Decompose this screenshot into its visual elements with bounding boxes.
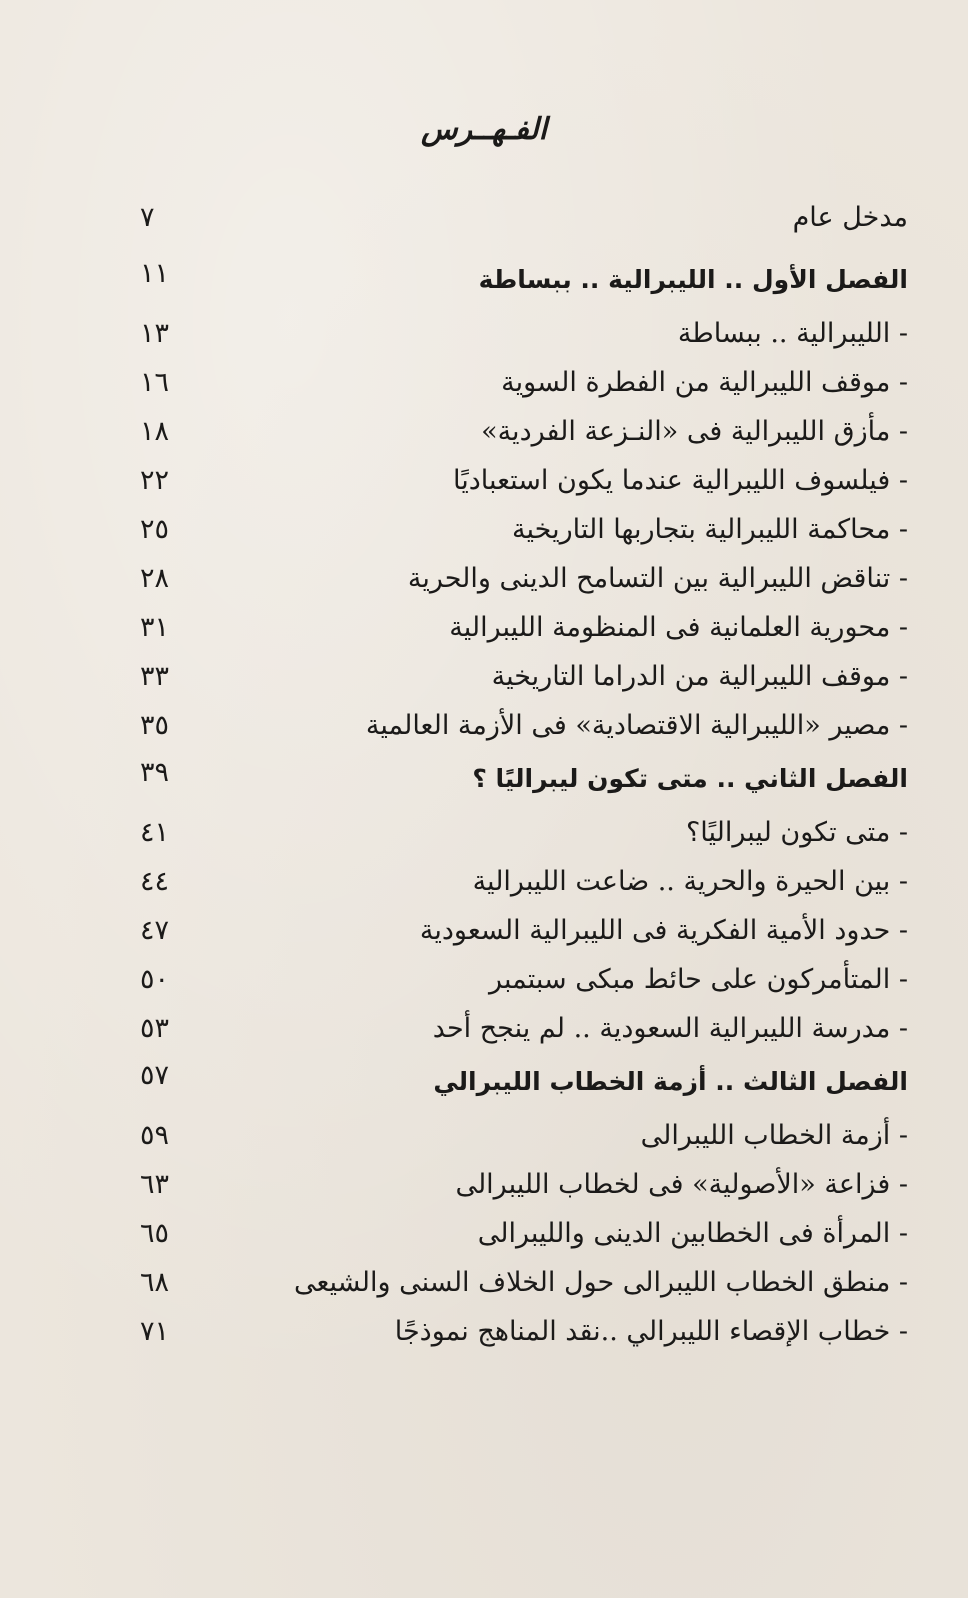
toc-entry-text: - أزمة الخطاب الليبرالى	[640, 1120, 908, 1151]
toc-page-number: ١٣	[140, 318, 170, 349]
toc-entry-text: - فزاعة «الأصولية» فى لخطاب الليبرالى	[455, 1169, 908, 1200]
toc-chapter-row	[0, 753, 968, 811]
toc-page-number: ٢٨	[140, 563, 170, 594]
toc-page-number: ٤١	[140, 817, 170, 848]
toc-page-number: ٦٣	[140, 1169, 170, 1200]
page-title: الفـهــرس	[420, 112, 548, 147]
toc-page-number: ٥٩	[140, 1120, 170, 1151]
toc-row	[0, 196, 968, 254]
toc-chapter-row	[0, 254, 968, 312]
toc-row	[0, 704, 968, 753]
toc-chapter-title: الفصل الثاني .. متى تكون ليبراليًا ؟	[472, 764, 908, 793]
toc-row	[0, 1007, 968, 1056]
toc-row	[0, 361, 968, 410]
toc-page-number: ٤٤	[140, 866, 170, 897]
toc-entry-text: - موقف الليبرالية من الدراما التاريخية	[491, 661, 908, 692]
toc-row	[0, 909, 968, 958]
toc-page-number: ٢٥	[140, 514, 170, 545]
toc-entry-text: - منطق الخطاب الليبرالى حول الخلاف السنى والشيعى	[293, 1267, 908, 1298]
toc-entry-text: - فيلسوف الليبرالية عندما يكون استعباديًا	[452, 465, 908, 496]
toc-row	[0, 1163, 968, 1212]
toc-row	[0, 1212, 968, 1261]
toc-page-number: ٥٠	[140, 964, 170, 995]
toc-page-number: ٧	[140, 202, 155, 233]
toc-entry-text: - الليبرالية .. ببساطة	[677, 318, 908, 349]
toc-page-number: ٥٧	[140, 1060, 170, 1091]
toc-entry-text: - مأزق الليبرالية فى «النـزعة الفردية»	[481, 416, 908, 447]
toc-entry-text: - مدرسة الليبرالية السعودية .. لم ينجح أحد	[432, 1013, 908, 1044]
toc-chapter-title: الفصل الأول .. الليبرالية .. ببساطة	[478, 265, 908, 294]
toc-row	[0, 557, 968, 606]
toc-page-number: ٢٢	[140, 465, 170, 496]
toc-page-number: ٤٧	[140, 915, 170, 946]
toc-row	[0, 958, 968, 1007]
toc-row	[0, 606, 968, 655]
toc-page-number: ٥٣	[140, 1013, 170, 1044]
toc-row	[0, 860, 968, 909]
toc-row	[0, 1261, 968, 1310]
toc-entry-text: - خطاب الإقصاء الليبرالي ..نقد المناهج نموذجًا	[394, 1316, 908, 1347]
toc-entry-text: - موقف الليبرالية من الفطرة السوية	[501, 367, 908, 398]
toc-page-number: ٣٣	[140, 661, 170, 692]
toc-page-number: ٣٩	[140, 757, 170, 788]
toc-page-number: ٦٥	[140, 1218, 170, 1249]
toc-row	[0, 410, 968, 459]
toc-row	[0, 1310, 968, 1359]
toc-page-number: ٧١	[140, 1316, 170, 1347]
toc-page-number: ٦٨	[140, 1267, 170, 1298]
toc-entry-text: - المتأمركون على حائط مبكى سبتمبر	[489, 964, 908, 995]
toc-entry-text: مدخل عام	[792, 202, 908, 233]
toc-entry-text: - بين الحيرة والحرية .. ضاعت الليبرالية	[472, 866, 908, 897]
toc-page-number: ١١	[140, 258, 170, 289]
toc-row	[0, 655, 968, 704]
toc-page-number: ٣٥	[140, 710, 170, 741]
toc-row	[0, 312, 968, 361]
toc-entry-text: - تناقض الليبرالية بين التسامح الدينى والحرية	[407, 563, 908, 594]
toc-row	[0, 459, 968, 508]
toc-chapter-row	[0, 1056, 968, 1114]
table-of-contents	[0, 196, 968, 1359]
toc-entry-text: - المرأة فى الخطابين الدينى والليبرالى	[477, 1218, 908, 1249]
toc-entry-text: - حدود الأمية الفكرية فى الليبرالية السعودية	[419, 915, 908, 946]
toc-entry-text: - مصير «الليبرالية الاقتصادية» فى الأزمة العالمية	[365, 710, 908, 741]
toc-row	[0, 1114, 968, 1163]
toc-entry-text: - محورية العلمانية فى المنظومة الليبرالية	[449, 612, 908, 643]
toc-row	[0, 811, 968, 860]
toc-row	[0, 508, 968, 557]
toc-entry-text: - محاكمة الليبرالية بتجاربها التاريخية	[512, 514, 908, 545]
toc-page-number: ١٨	[140, 416, 170, 447]
toc-page-number: ٣١	[140, 612, 170, 643]
toc-entry-text: - متى تكون ليبراليًا؟	[685, 817, 908, 848]
toc-page-number: ١٦	[140, 367, 170, 398]
toc-chapter-title: الفصل الثالث .. أزمة الخطاب الليبرالي	[433, 1067, 908, 1096]
